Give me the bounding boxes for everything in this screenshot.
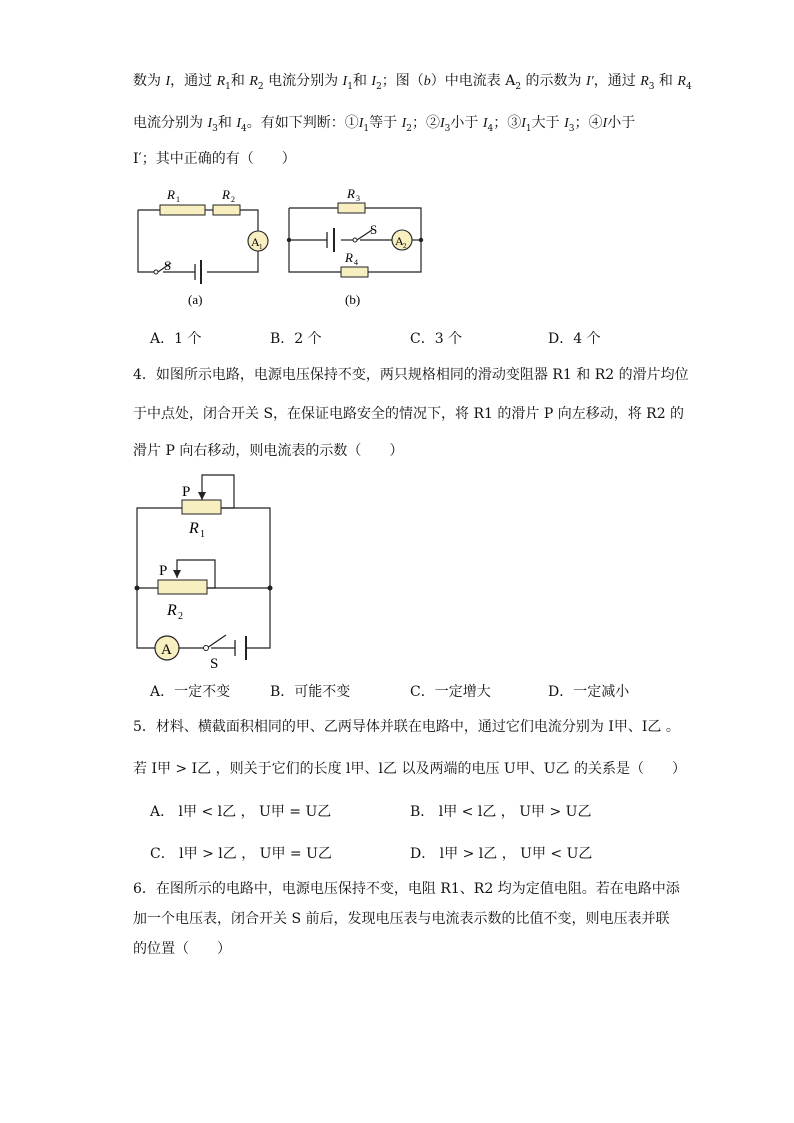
q5-stem-line2: 若 I甲 > I乙 ，则关于它们的长度 l甲、l乙 以及两端的电压 U甲、U乙 的关系是（ ）	[133, 761, 686, 777]
q5-option-c[interactable]: C． l甲 > l乙 ， U甲 = U乙	[150, 846, 332, 862]
q6-stem-line1: 6．在图所示的电路中，电源电压保持不变，电阻 R1、R2 均为定值电阻。若在电路中添	[133, 881, 680, 897]
circuit-figure-a	[125, 180, 275, 310]
q5-option-b[interactable]: B． l甲 < l乙 ， U甲 > U乙	[410, 804, 592, 820]
caption-b: (b)	[345, 292, 361, 307]
label-r1-sub: 1	[200, 529, 205, 540]
resistor-r3	[338, 203, 365, 213]
resistor-r2	[213, 205, 240, 215]
q4-option-b[interactable]: B．可能不变	[270, 684, 351, 700]
label-r1: R	[189, 520, 199, 537]
resistor-r1	[160, 205, 205, 215]
switch-contact	[154, 270, 158, 274]
q5-option-a[interactable]: A． l甲 < l乙 ， U甲 = U乙	[150, 804, 332, 820]
q6-stem-line2: 加一个电压表，闭合开关 S 前后，发现电压表与电流表示数的比值不变，则电压表并联	[133, 911, 670, 927]
rheostat-r2	[158, 580, 207, 594]
label-r2-sub: 2	[231, 195, 235, 204]
q3-stem-line2: 电流分别为 $I_3$和 $I_4$。有如下判断：$①I_1$等于 $I_2$；$②I_3$小于 $I_4$；$③I_1$大于 $I_3$；④I小于	[133, 115, 636, 134]
label-ammeter: A	[161, 642, 172, 658]
q5-option-d[interactable]: D． l甲 > l乙 ， U甲 < U乙	[410, 846, 593, 862]
q4-stem-line1: 4．如图所示电路，电源电压保持不变，两只规格相同的滑动变阻器 R1 和 R2 的滑片均位	[133, 367, 689, 383]
label-p1: P	[182, 484, 191, 500]
circuit-figure-b	[280, 180, 430, 310]
label-r3: R	[347, 186, 355, 201]
q5-stem-line1: 5．材料、横截面积相同的甲、乙两导体并联在电路中，通过它们电流分别为 I甲、I乙 。	[133, 719, 680, 735]
label-r4-sub: 4	[354, 258, 358, 267]
q6-stem-line3: 的位置（ ）	[133, 941, 231, 957]
label-r2-sub: 2	[178, 611, 183, 622]
q4-option-a[interactable]: A．一定不变	[150, 684, 231, 700]
label-switch-b: S	[370, 222, 378, 237]
q4-option-c[interactable]: C．一定增大	[410, 684, 491, 700]
q4-stem-line2: 于中点处，闭合开关 S，在保证电路安全的情况下，将 R1 的滑片 P 向左移动，将 R2 的	[133, 406, 685, 422]
caption-a: (a)	[188, 292, 203, 307]
q3-option-c[interactable]: C．3 个	[410, 331, 463, 347]
q3-stem-line3: I′；其中正确的有（ ）	[133, 151, 296, 167]
rheostat-r1	[182, 500, 221, 514]
label-switch-a: S	[164, 258, 172, 273]
label-a1: A	[251, 235, 260, 249]
label-r1-sub: 1	[176, 195, 180, 204]
label-r1: R	[167, 187, 175, 202]
q3-option-a[interactable]: A．1 个	[150, 331, 202, 347]
q3-option-d[interactable]: D．4 个	[548, 331, 601, 347]
resistor-r4	[341, 267, 368, 277]
label-r4: R	[345, 250, 353, 265]
label-p2: P	[159, 563, 168, 579]
label-r2: R	[222, 187, 230, 202]
label-r3-sub: 3	[356, 194, 360, 203]
circuit-figure-q4	[125, 465, 285, 675]
q3-stem-line1: 数为 I，通过 $R_1$和 $R_2$ 电流分别为 $I_1$和 $I_2$；图（b）中电流表 $A_2$ 的示数为 I′，通过 $R_3$ 和 $R_4$	[133, 73, 692, 92]
label-switch: S	[210, 656, 219, 672]
label-a2-sub: 2	[403, 242, 407, 250]
q3-option-b[interactable]: B．2 个	[270, 331, 322, 347]
q4-option-d[interactable]: D．一定减小	[548, 684, 630, 700]
label-a1-sub: 1	[259, 243, 263, 251]
label-r2: R	[167, 602, 177, 619]
q4-stem-line3: 滑片 P 向右移动，则电流表的示数（ ）	[133, 443, 404, 459]
label-a2: A	[395, 234, 404, 248]
